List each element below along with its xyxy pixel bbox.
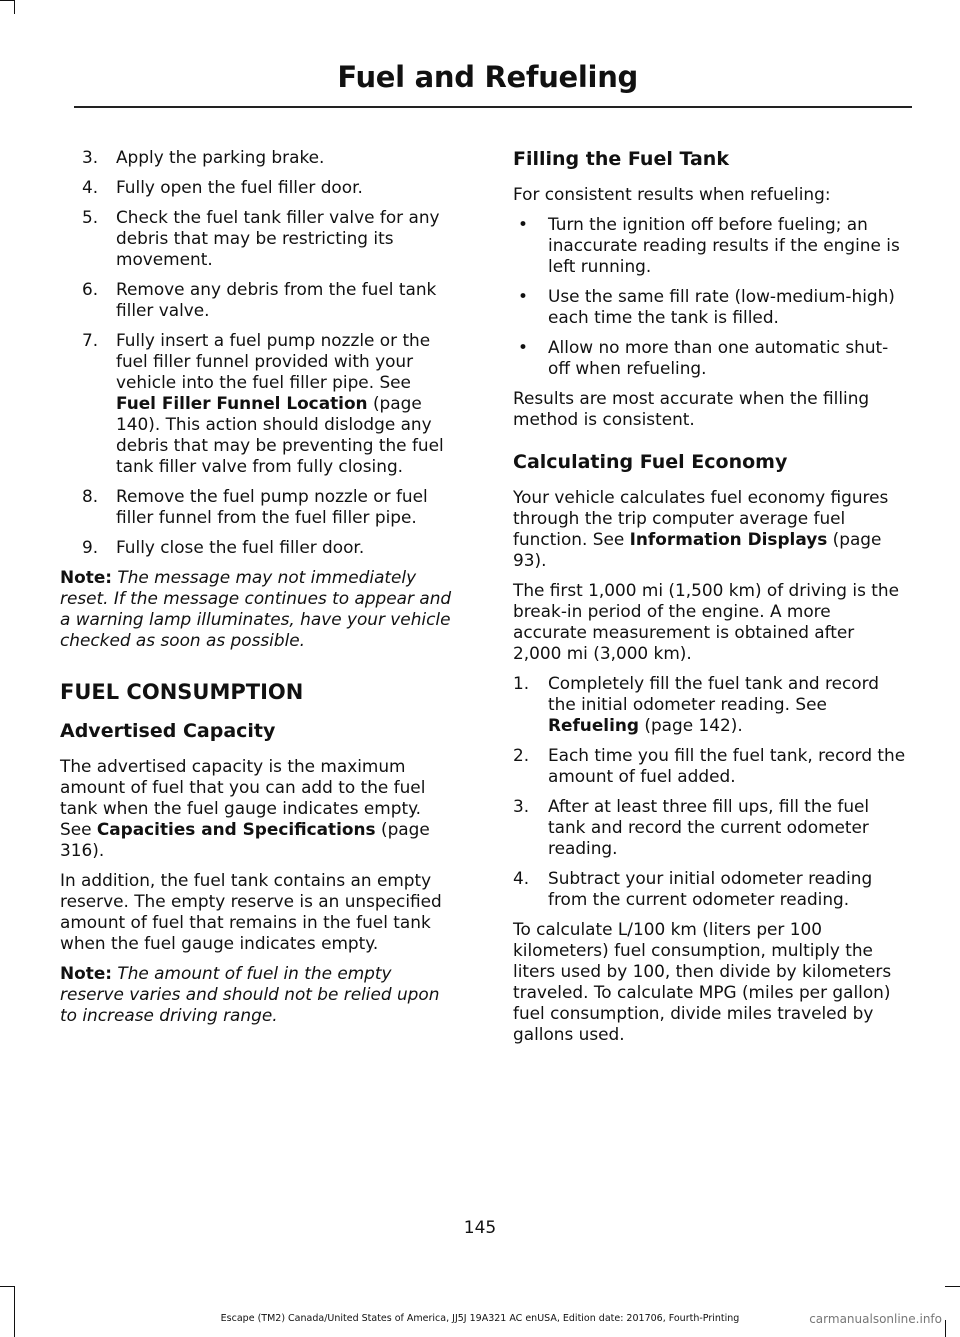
header-rule [74,106,912,108]
paragraph: The first 1,000 mi (1,500 km) of driving is the break-in period of the engine. A more accurate measurement is obtained after 2,000 mi (3,000 km). [513,580,899,663]
paragraph: In addition, the fuel tank contains an empty reserve. The empty reserve is an unspecified amount of fuel that remains in the fuel tank when the fuel gauge indicates empty. [60,870,442,953]
procedure-steps [60,147,452,558]
bullet-list [513,214,907,379]
list-item: 3. Apply the parking brake. [82,147,325,167]
paragraph: Results are most accurate when the filling method is consistent. [513,388,870,429]
bullet-icon: • [518,337,528,357]
list-item: 5. Check the fuel tank filler valve for any debris that may be restricting its movement. [82,207,440,269]
note: Note: The amount of fuel in the empty reserve varies and should not be relied upon to increase driving range. [60,963,440,1025]
step-text: Remove any debris from the fuel tank filler valve. [116,279,437,320]
subsection-heading: Filling the Fuel Tank [513,148,729,170]
bullet-icon: • [518,214,528,234]
cross-reference-link[interactable]: Refueling [548,715,639,735]
left-column [60,147,452,1035]
paragraph: To calculate L/100 km (liters per 100 kilometers) fuel consumption, multiply the liters used by 100, then divide by kilometers traveled. To calculate MPG (miles per gallon) fuel consumption, divide miles traveled by gallons used. [513,919,892,1044]
step-text: Remove the fuel pump nozzle or fuel filler funnel from the fuel filler pipe. [116,486,428,527]
subsection-heading: Calculating Fuel Economy [513,451,788,473]
list-item: • Use the same fill rate (low-medium-high) each time the tank is filled. [518,286,895,327]
paragraph: For consistent results when refueling: [513,184,831,204]
page-number: 145 [463,1218,497,1238]
cross-reference-link[interactable]: Information Displays [629,529,828,549]
right-column [513,147,907,1054]
step-text: Apply the parking brake. [116,147,325,167]
list-item: 8. Remove the fuel pump nozzle or fuel filler funnel from the fuel filler pipe. [82,486,428,527]
list-item: 4. Subtract your initial odometer reading from the current odometer reading. [513,868,873,909]
crop-mark [14,0,15,14]
step-text: Fully insert a fuel pump nozzle or the fuel filler funnel provided with your vehicle into the fuel filler pipe. See [116,330,431,392]
watermark: carmanualsonline.info [809,1312,942,1326]
cross-reference-link[interactable]: Fuel Filler Funnel Location [116,393,368,413]
step-text: Fully close the fuel filler door. [116,537,365,557]
step-text: Check the fuel tank filler valve for any debris that may be restricting its movement. [116,207,440,269]
list-item: 6. Remove any debris from the fuel tank filler valve. [82,279,437,320]
step-text: (page 140). This action should dislodge any debris that may be preventing the fuel tank filler valve from fully closing. [116,393,444,476]
footer-text: Escape (TM2) Canada/United States of America, JJ5J 19A321 AC enUSA, Edition date: 201706, Fourth-Printing [220,1313,740,1324]
note: Note: The message may not immediately reset. If the message continues to appear and a warning lamp illuminates, have your vehicle checked as soon as possible. [60,567,452,650]
cross-reference-link[interactable]: Capacities and Specifications [96,819,376,839]
paragraph: The advertised capacity is the maximum amount of fuel that you can add to the fuel tank when the fuel gauge indicates empty. See Capacities and Specifications (page 316). [60,756,430,860]
list-item: • Turn the ignition off before fueling; an inaccurate reading results if the engine is left running. [518,214,900,276]
list-item: 9. Fully close the fuel filler door. [82,537,365,557]
crop-mark [14,1286,15,1337]
list-item: 1. Completely fill the fuel tank and record the initial odometer reading. See Refueling (page 142). [513,673,879,735]
procedure-steps [513,673,907,910]
list-item: 7. Fully insert a fuel pump nozzle or the fuel filler funnel provided with your vehicle into the fuel filler pipe. See Fuel Filler Funnel Location (page 140). This action should dislodge any debris that may be preventing the fuel tank filler valve from fully closing. [82,330,444,476]
list-item: 3. After at least three fill ups, fill the fuel tank and record the current odometer reading. [513,796,870,858]
page-title: Fuel and Refueling [337,60,638,94]
section-heading: FUEL CONSUMPTION [60,680,304,704]
step-text: Fully open the fuel filler door. [116,177,363,197]
list-item: 2. Each time you fill the fuel tank, record the amount of fuel added. [513,745,906,786]
bullet-icon: • [518,286,528,306]
subsection-heading: Advertised Capacity [60,720,276,742]
crop-mark [945,1286,960,1287]
crop-mark [0,0,14,1]
list-item: • Allow no more than one automatic shut-off when refueling. [518,337,889,378]
crop-mark [0,1286,14,1287]
paragraph: Your vehicle calculates fuel economy figures through the trip computer average fuel function. See Information Displays (page 93). [513,487,889,570]
list-item: 4. Fully open the fuel filler door. [82,177,363,197]
